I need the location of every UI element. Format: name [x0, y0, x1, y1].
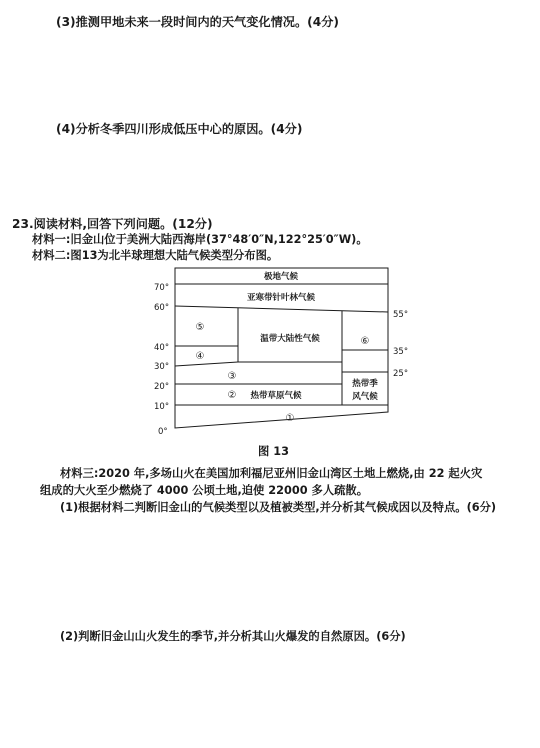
zone-tropical-monsoon-2: 风气候: [352, 392, 378, 402]
zone-polar: 极地气候: [263, 272, 299, 282]
zone-tropical-grassland: 热带草原气候: [250, 391, 302, 401]
material-1: 材料一:旧金山位于美洲大陆西海岸(37°48′0″N,122°25′0″W)。: [32, 233, 368, 246]
figure-caption: 图 13: [258, 445, 289, 458]
zone-marker-1: ①: [285, 413, 295, 424]
zone-tropical-monsoon-1: 热带季: [352, 379, 378, 389]
material-3-line-1: 材料三:2020 年,多场山火在美国加利福尼亚州旧金山湾区土地上燃烧,由 22 起火灾: [60, 467, 483, 480]
lat-35: 35°: [393, 347, 409, 357]
zone-marker-6: ⑥: [360, 336, 370, 347]
zone-marker-4: ④: [195, 351, 205, 362]
lat-0: 0°: [158, 427, 168, 437]
material-3-line-2: 组成的大火至少燃烧了 4000 公顷土地,迫使 22000 多人疏散。: [40, 484, 369, 497]
lat-55: 55°: [393, 310, 409, 320]
line-30: [175, 362, 238, 366]
continent-outline: [175, 268, 388, 428]
question-23-1: (1)根据材料二判断旧金山的气候类型以及植被类型,并分析其气候成因以及特点。(6分): [60, 501, 497, 514]
lat-40: 40°: [154, 343, 170, 353]
lat-10: 10°: [154, 402, 170, 412]
question-3: (3)推测甲地未来一段时间内的天气变化情况。(4分): [56, 15, 339, 29]
lat-30: 30°: [154, 362, 170, 372]
climate-diagram-svg: [150, 262, 410, 442]
material-2: 材料二:图13为北半球理想大陆气候类型分布图。: [32, 249, 279, 262]
question-4: (4)分析冬季四川形成低压中心的原因。(4分): [56, 122, 303, 136]
question-23-header: 23.阅读材料,回答下列问题。(12分): [12, 217, 213, 231]
lat-20: 20°: [154, 382, 170, 392]
zone-temperate-continental: 温带大陆性气候: [260, 334, 320, 344]
lat-60: 60°: [154, 303, 170, 313]
zone-marker-2: ②: [227, 390, 237, 401]
line-60: [175, 306, 388, 312]
question-23-2: (2)判断旧金山山火发生的季节,并分析其山火爆发的自然原因。(6分): [60, 630, 406, 643]
zone-marker-5: ⑤: [195, 322, 205, 333]
climate-distribution-figure: [150, 262, 410, 442]
zone-subarctic: 亚寒带针叶林气候: [246, 293, 316, 303]
lat-25: 25°: [393, 369, 409, 379]
lat-70: 70°: [154, 283, 170, 293]
zone-marker-3: ③: [227, 371, 237, 382]
